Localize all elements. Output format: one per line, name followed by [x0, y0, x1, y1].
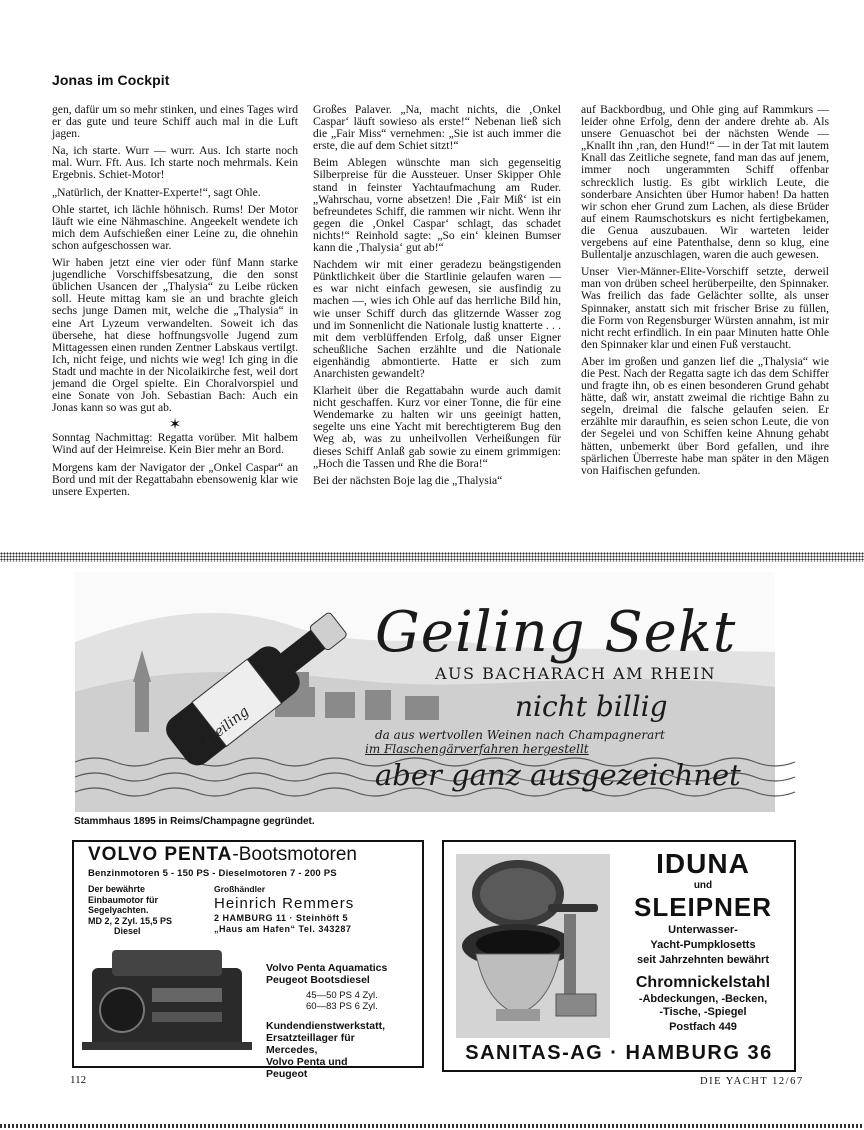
vp-left-desc: Der bewährte Einbaumotor für Segelyachten.: [88, 884, 158, 915]
article-column-2: [313, 104, 561, 492]
paragraph: Großes Palaver. „Na, macht nichts, die ‚Onkel Caspar‘ läuft sowieso als erste!“ Nebenan ließ sich die „Fair Miss“ vernehmen: „Sie ist auch immer die erste, die auf dem Schiet sitzt!“: [313, 103, 561, 153]
paragraph: Klarheit über die Regattabahn wurde auch damit nicht geschaffen. Kurz vor einer Tonne, die für eine Wendemarke zu halten wir uns geeinigt hatten, segelte uns eine Yacht mit berechtigterem Bug den Weg ab, was zu unheilvollen Verheißungen für dieses Schiff Anlaß gab sowie zu einem grimmigen: „Hoch die Tassen und Rhe die Bora!“: [313, 384, 561, 470]
paragraph: Bei der nächsten Boje lag die „Thalysia“: [313, 473, 503, 487]
iduna-extras-1: -Abdeckungen, -Becken,: [638, 993, 768, 1005]
vp-title: [88, 844, 357, 866]
vp-dealer: [214, 884, 414, 934]
paragraph: Aber im großen und ganzen lief die „Thalysia“ wie die Pest. Nach der Regatta sagte ich das dem Schiffer und fragte ihn, ob es einen besonderen Grund gehabt hätte, daß wir, anstatt zweimal die richtige Bahn zu segeln, dreimal die falsche gelaufen seien. Er erzählte mir daraufhin, es seien schon Leute, die von der Segelei und von Schiffen keine Ahnung gehabt hätten, unbemerkt über Bord gefallen, und ihre spärlichen Überreste habe man später in den Mägen von Haifischen gefunden.: [581, 354, 829, 477]
boat-engine-icon: [82, 938, 262, 1062]
vp-service-1: Kundendienstwerkstatt,: [266, 1020, 386, 1032]
sekt-brand: Geiling Sekt: [375, 600, 737, 665]
vp-address-1: 2 HAMBURG 11 · Steinhöft 5: [214, 913, 349, 923]
page-number: 112: [70, 1074, 87, 1086]
vp-brand: VOLVO PENTA: [88, 844, 233, 865]
iduna-extras-2: -Tische, -Spiegel: [659, 1006, 747, 1018]
vp-ps-1: 45—50 PS 4 Zyl.: [306, 990, 378, 1001]
sekt-line-2: im Flaschengärverfahren hergestellt: [365, 742, 589, 756]
paragraph: Morgens kam der Navigator der „Onkel Caspar“ an Bord und mit der Regattabahn ebensowenig klar wie unsere Experten.: [52, 460, 298, 498]
iduna-material: Chromnickelstahl: [635, 974, 771, 991]
iduna-postfach: Postfach 449: [669, 1021, 737, 1033]
iduna-text-block: [620, 848, 786, 1034]
sekt-caption: Stammhaus 1895 in Reims/Champagne gegründet.: [74, 816, 315, 827]
paragraph: Unser Vier-Männer-Elite-Vorschiff setzte, derweil man von drüben scheel herüberpeilte, den Spinnaker. Was freilich das fade Gelächter sollte, als unser Spinnaker, anstatt sich mit frischer Brise zu füllen, die Form von Regensburger Würsten annahm, ist mir nicht recht erfindlich. In ein paar Minuten hatte Ohle den Spinnaker klar und einen Fuß verstaucht.: [581, 265, 829, 351]
article-column-1: [52, 104, 298, 503]
vp-left-model: MD 2, 2 Zyl. 15,5 PS: [88, 915, 173, 926]
vp-service-4: Volvo Penta und: [266, 1056, 348, 1068]
vp-ps-2: 60—83 PS 6 Zyl.: [306, 1001, 378, 1012]
vp-ps-list: [306, 990, 378, 1012]
dotted-divider: [0, 552, 864, 562]
vp-left-text: [88, 884, 188, 937]
geiling-sekt-ad: [75, 572, 775, 812]
iduna-und: und: [693, 880, 713, 891]
paragraph: gen, dafür um so mehr stinken, und eines Tages wird er das gute und teure Schiff auch mal in die Luft jagen.: [52, 103, 298, 141]
vp-subtitle: Benzinmotoren 5 - 150 PS - Dieselmotoren 7 - 200 PS: [88, 868, 337, 879]
paragraph: Nachdem wir mit einer geradezu beängstigenden Pünktlichkeit über die Startlinie gelaufen waren — es war nicht einfach gewesen, sie ausfindig zu machen —, wies ich Ohle auf das herrliche Bild hin, wie unser Schiff durch das glitzernde Wasser zog und im Sonnenlicht die Nationale lustig knatterte . . . mit dem verblüffenden Erfolg, daß unser Eigner scheußliche Sachen erzählte und die Nationale eigenhändig abmontierte. Hatte er sich zum Anarchisten gewandelt?: [313, 258, 561, 380]
vp-grosshaendler: Großhändler: [214, 884, 266, 894]
iduna-sleipner-ad: [442, 840, 796, 1072]
paragraph: „Natürlich, der Knatter-Experte!“, sagt Ohle.: [52, 185, 261, 199]
vp-firm: Heinrich Remmers: [214, 895, 355, 912]
vp-brand-suffix: -Bootsmotoren: [232, 844, 357, 865]
iduna-brand: IDUNA: [656, 848, 750, 879]
paragraph: Wir haben jetzt eine vier oder fünf Mann starke jugendliche Vorschiffsbesatzung, die den sonst üblichen Usancen der „Thalysia“ zu Leibe rücken soll. Heute mittag kam sie an und brachte gleich sechs junge Damen mit, welche die „Thalysia“ in eine Art Lyzeum verwandelten. Soweit ich das übersehe, hat diese hoffnungsvolle Jugend zum Mittagessen einen runden Zentner Labskaus vertilgt. Ich, nicht feige, und nichts wie weg! Ich ging in die Stadt und machte in der Nicolaikirche fest, weil dort jemand die Orgel spielte. Ein Choralvorspiel und eine Sonate von Joh. Sebastian Bach: Auch ein Jonas kann so was gut ab.: [52, 256, 298, 415]
sekt-slogan-2: aber ganz ausgezeichnet: [375, 758, 741, 792]
vp-service-2: Ersatzteillager für: [266, 1032, 355, 1044]
iduna-desc-3: seit Jahrzehnten bewährt: [636, 954, 770, 966]
paragraph: Beim Ablegen wünschte man sich gegenseitig Silberpreise für die Aussteuer. Unser Skipper Ohle stand in feinster Yachtaufmachung am Ruder. „Wahrschau, vorne absetzen! Die ‚Fair Miß‘ ist ein befreundetes Schiff, die rammen wir nicht. Wenn ihr gegen die ‚Onkel Caspar‘ schlagt, das schadet nichts!“ Reinhold sagte: „So ein‘ kleinen Bumser kann die ‚Thalysia‘ gut ab!“: [313, 156, 561, 255]
vp-aquamatic-2: Peugeot Bootsdiesel: [266, 974, 370, 986]
iduna-desc-2: Yacht-Pumpklosetts: [650, 939, 756, 951]
sekt-line-1: da aus wertvollen Weinen nach Champagnerart: [375, 728, 665, 742]
sekt-slogan-1: nicht billig: [515, 690, 668, 723]
vp-aquamatic-1: Volvo Penta Aquamatics: [266, 962, 388, 974]
vp-aquamatic: [266, 962, 387, 986]
bottom-divider: [0, 1124, 864, 1128]
vp-left-fuel: Diesel: [114, 926, 141, 936]
bottle-label-text: Geiling: [202, 703, 253, 748]
vp-service: [266, 1020, 385, 1080]
magazine-issue: DIE YACHT 12/67: [700, 1076, 804, 1087]
vp-service-3: Mercedes,: [266, 1044, 318, 1056]
marine-toilet-icon: [456, 854, 610, 1038]
sleipner-brand: SLEIPNER: [633, 892, 773, 922]
article-column-3: [581, 104, 829, 482]
vp-service-5: Peugeot: [266, 1068, 308, 1080]
section-separator-star: ✶: [168, 417, 182, 434]
paragraph: Ohle startet, ich lächle höhnisch. Rums! Der Motor läuft wie eine Nähmaschine. Angeekelt wendete ich mich dem Aufschießen einer Leine zu, die ohnehin schon aufgeschossen war.: [52, 202, 298, 252]
toilet-photo: [456, 854, 610, 1038]
paragraph: auf Backbordbug, und Ohle ging auf Rammkurs — leider ohne Erfolg, denn der andere drehte ab. Als unsere Genuaschot bei der nächsten Wende — „Knallt ihn ‚ran, den Hund!“ — in der Tat mit lautem Knall das Zeitliche segnete, fand man das auf jenem, immer noch ungerammten Schiff offenbar schrecklich lustig. Es gibt wirklich Leute, die sonderbare Ansichten über Humor haben! Da hatten wir schon eher Grund zum Lachen, als diese Brüder auf einem Raumschotskurs es nicht fertigbekamen, die Genua auszubauen. Wir warteten leider vergebens auf eine Patenthalse, denn so klug, eine Bullentalje anzuschlagen, waren die auch gewesen.: [581, 103, 829, 262]
page-title: Jonas im Cockpit: [52, 72, 170, 88]
vp-address-2: „Haus am Hafen“ Tel. 343287: [214, 924, 352, 934]
sekt-origin: AUS BACHARACH AM RHEIN: [435, 664, 717, 683]
paragraph: Na, ich starte. Wurr — wurr. Aus. Ich starte noch mal. Wurr. Fft. Aus. Ich starte noch mehrmals. Kein Ergebnis. Schiet-Motor!: [52, 144, 298, 182]
paragraph: Sonntag Nachmittag: Regatta vorüber. Mit halbem Wind auf der Heimreise. Kein Bier mehr an Bord.: [52, 431, 298, 457]
iduna-desc-1: Unterwasser-: [668, 924, 738, 936]
iduna-footer: SANITAS-AG · HAMBURG 36: [465, 1042, 773, 1064]
volvo-penta-ad: [72, 840, 424, 1080]
